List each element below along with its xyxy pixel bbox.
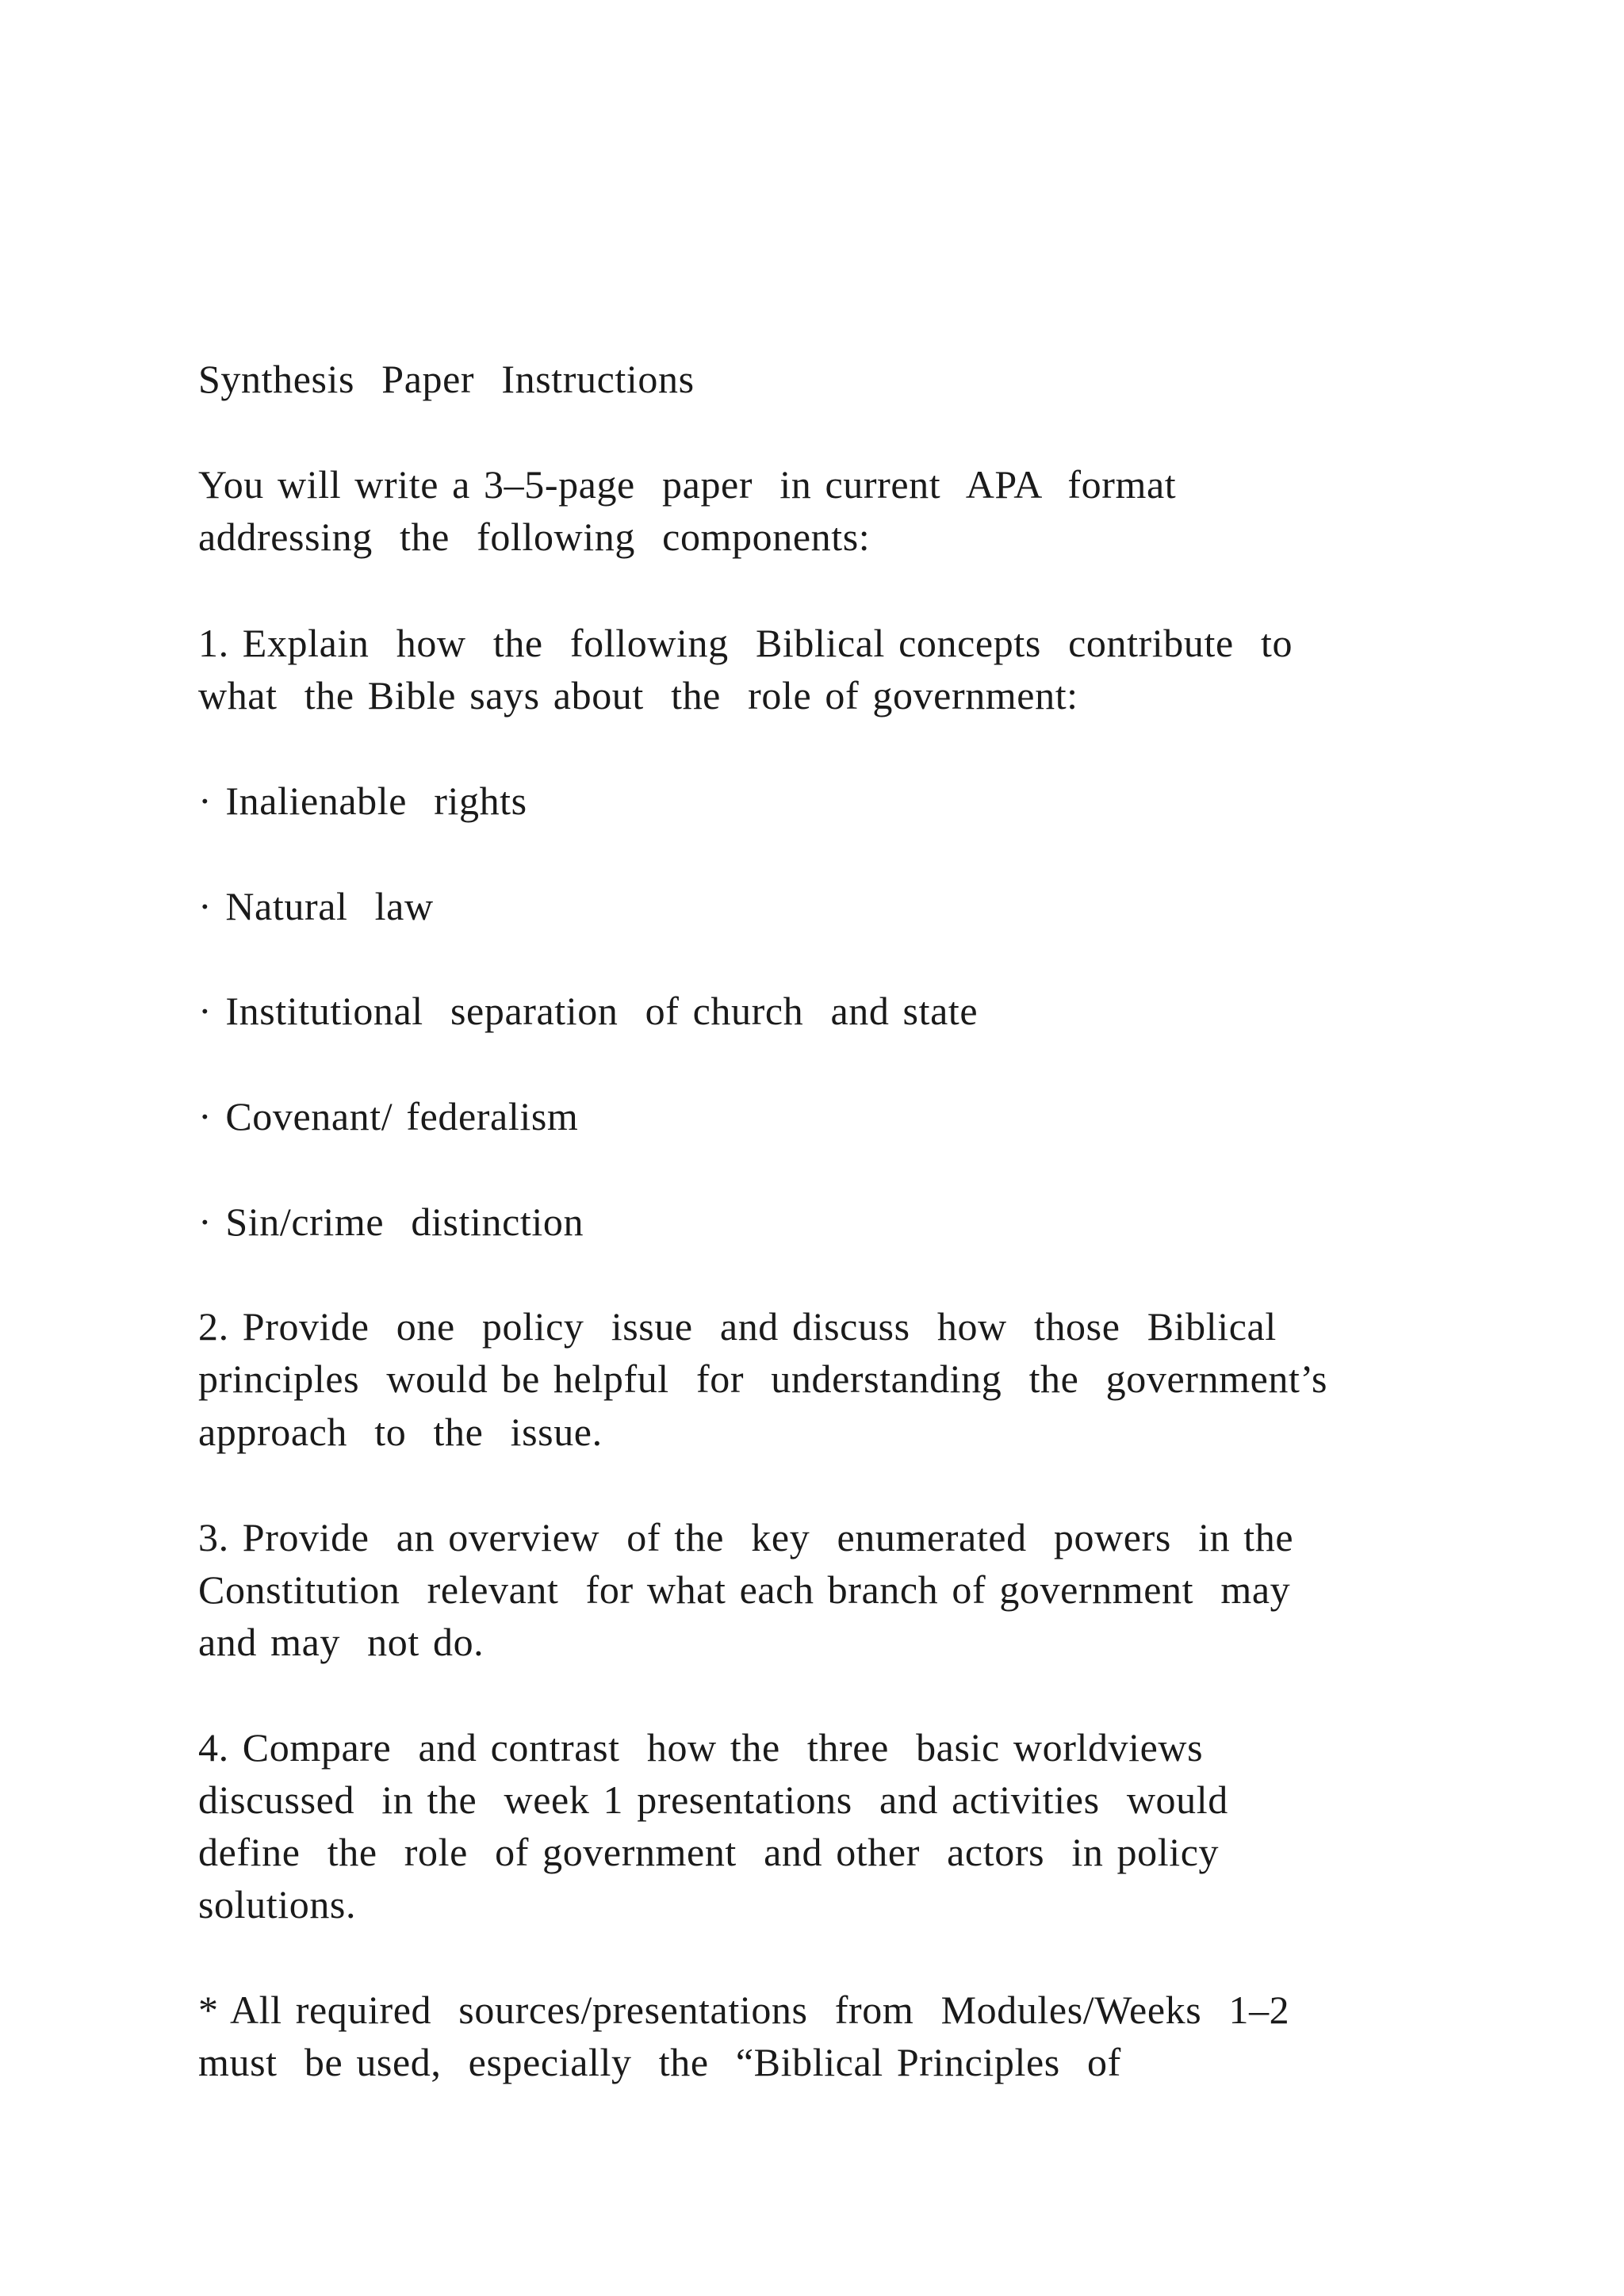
item4-line-4: solutions. (198, 1882, 357, 1927)
intro-line-2: addressing the following components: (198, 515, 871, 559)
note-line-1: * All required sources/presentations from Modules/Weeks 1–2 (198, 1988, 1290, 2032)
item2-line-1: 2. Provide one policy issue and discuss how those Biblical (198, 1304, 1277, 1349)
item3-line-3: and may not do. (198, 1620, 485, 1664)
item4-line-2: discussed in the week 1 presentations and activities would (198, 1777, 1228, 1822)
item3-line-2: Constitution relevant for what each branch of government may (198, 1567, 1291, 1612)
item2-line-2: principles would be helpful for understanding the government’s (198, 1357, 1328, 1401)
item3-line-1: 3. Provide an overview of the key enumerated powers in the (198, 1515, 1294, 1559)
bullet-inalienable-rights: · Inalienable rights (198, 779, 527, 823)
bullet-sin-crime-distinction: · Sin/crime distinction (198, 1200, 584, 1244)
document-title: Synthesis Paper Instructions (198, 357, 695, 401)
item1-line-2: what the Bible says about the role of government: (198, 673, 1078, 718)
item2-line-3: approach to the issue. (198, 1410, 603, 1454)
bullet-natural-law: · Natural law (198, 884, 434, 928)
item4-line-1: 4. Compare and contrast how the three basic worldviews (198, 1725, 1204, 1770)
note-line-2: must be used, especially the “Biblical Principles of (198, 2040, 1121, 2084)
bullet-covenant-federalism: · Covenant/ federalism (198, 1094, 579, 1138)
item4-line-3: define the role of government and other actors in policy (198, 1830, 1220, 1874)
item1-line-1: 1. Explain how the following Biblical concepts contribute to (198, 621, 1293, 665)
bullet-separation-church-state: · Institutional separation of church and state (198, 989, 979, 1033)
intro-line-1: You will write a 3–5-page paper in current APA format (198, 462, 1177, 507)
